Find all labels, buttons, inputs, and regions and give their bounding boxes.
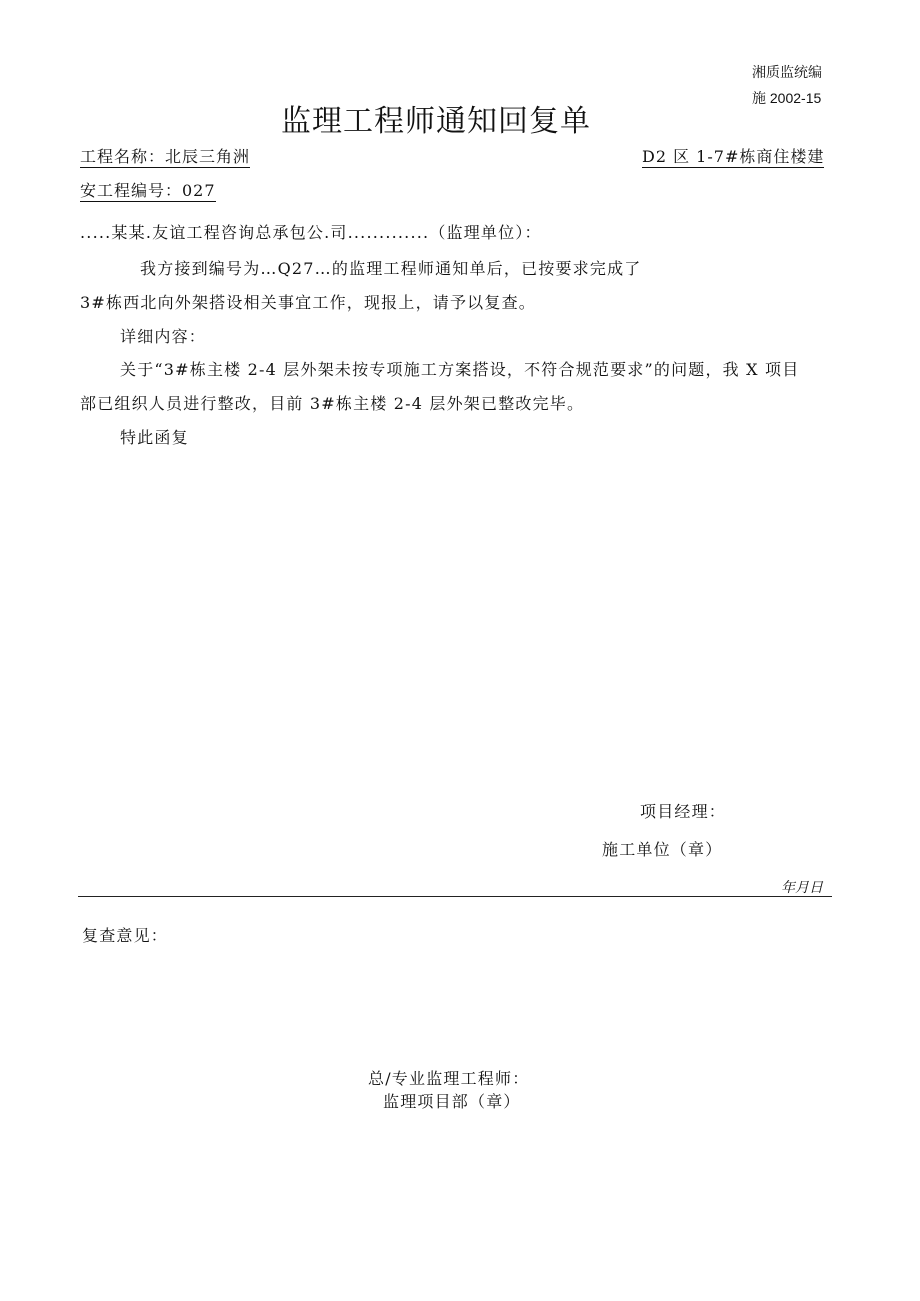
form-code-line2: 施 2002-15 bbox=[752, 90, 822, 106]
project-name-value: 北辰三角洲 bbox=[165, 147, 251, 166]
review-opinion-label: 复查意见： bbox=[82, 926, 169, 945]
supervising-engineer-label: 总/专业监理工程师： bbox=[368, 1069, 530, 1088]
detail-line2: 部已组织人员进行整改，目前 3#栋主楼 2-4 层外架已整改完毕。 bbox=[80, 394, 585, 413]
project-name-row bbox=[80, 144, 250, 167]
project-name-label: 工程名称： bbox=[80, 147, 166, 166]
project-manager-label: 项目经理： bbox=[640, 802, 727, 821]
supervision-dept-seal-label: 监理项目部（章） bbox=[383, 1092, 521, 1111]
project-number-row bbox=[80, 178, 216, 201]
project-building-text: D2 区 1-7#栋商住楼建 bbox=[642, 147, 825, 166]
section-divider bbox=[78, 896, 832, 897]
paragraph1-line2: 3#栋西北向外架搭设相关事宜工作，现报上，请予以复查。 bbox=[80, 293, 536, 312]
detail-line1: 关于“3#栋主楼 2-4 层外架未按专项施工方案搭设，不符合规范要求”的问题，我 X 项目 bbox=[120, 360, 800, 379]
date-label: 年月日 bbox=[781, 880, 823, 896]
contractor-seal-label: 施工单位（章） bbox=[602, 840, 723, 859]
detail-label: 详细内容： bbox=[120, 327, 207, 346]
form-code-line1: 湘质监统编 bbox=[752, 64, 822, 80]
document-title: 监理工程师通知回复单 bbox=[281, 104, 591, 139]
project-name-right bbox=[642, 144, 824, 167]
project-number-text: 安工程编号：027 bbox=[80, 181, 216, 200]
closing-line: 特此函复 bbox=[120, 428, 189, 447]
paragraph1-line1: 我方接到编号为…Q27…的监理工程师通知单后，已按要求完成了 bbox=[140, 259, 642, 278]
addressee-line: .....某某.友谊工程咨询总承包公.司.............（监理单位）： bbox=[80, 223, 542, 242]
